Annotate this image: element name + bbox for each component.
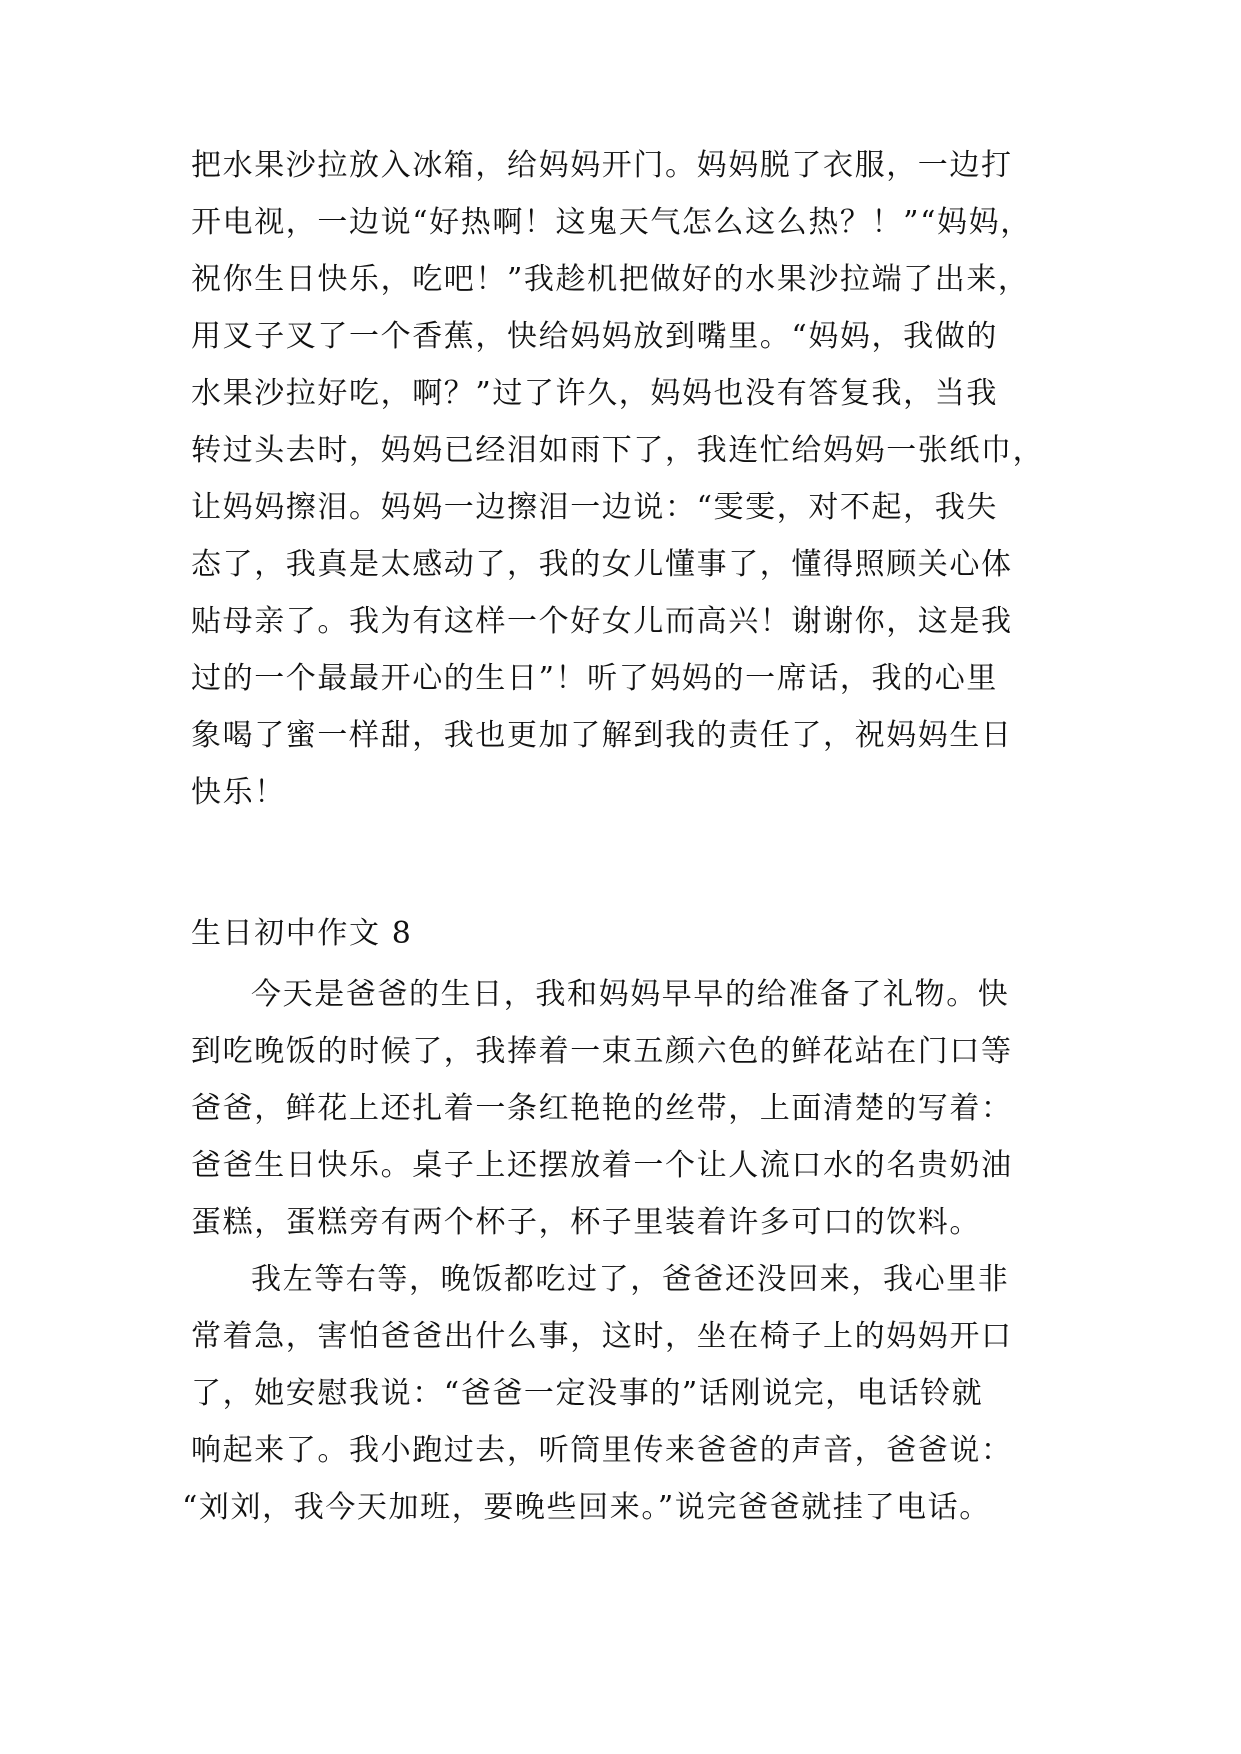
body-text-line: 祝你生日快乐，吃吧！”我趁机把做好的水果沙拉端了出来， — [191, 262, 1030, 297]
body-text-line: 把水果沙拉放入冰箱，给妈妈开门。妈妈脱了衣服，一边打 — [191, 148, 1013, 183]
body-text-line: 到吃晚饭的时候了，我捧着一束五颜六色的鲜花站在门口等 — [191, 1034, 1013, 1069]
body-text-line: 了，她安慰我说：“爸爸一定没事的”话刚说完，电话铃就 — [191, 1376, 984, 1411]
body-text-line: 响起来了。我小跑过去，听筒里传来爸爸的声音，爸爸说： — [191, 1433, 1013, 1468]
section-title: 生日初中作文 8 — [191, 916, 413, 951]
body-text-line: 水果沙拉好吃，啊？”过了许久，妈妈也没有答复我，当我 — [191, 376, 998, 411]
body-text-line: 爸爸，鲜花上还扎着一条红艳艳的丝带，上面清楚的写着： — [191, 1091, 1013, 1126]
body-text-line: 我左等右等，晚饭都吃过了，爸爸还没回来，我心里非 — [251, 1262, 1010, 1297]
body-text-line: 让妈妈擦泪。妈妈一边擦泪一边说：“雯雯，对不起，我失 — [191, 490, 998, 525]
body-text-line: 过的一个最最开心的生日”！听了妈妈的一席话，我的心里 — [191, 661, 998, 696]
body-text-line: 象喝了蜜一样甜，我也更加了解到我的责任了，祝妈妈生日 — [191, 718, 1013, 753]
body-text-line: 蛋糕，蛋糕旁有两个杯子，杯子里装着许多可口的饮料。 — [191, 1205, 981, 1240]
body-text-line: 快乐！ — [191, 775, 286, 810]
body-text-line: “刘刘，我今天加班，要晚些回来。”说完爸爸就挂了电话。 — [182, 1490, 991, 1525]
body-text-line: 转过头去时，妈妈已经泪如雨下了，我连忙给妈妈一张纸巾， — [191, 433, 1045, 468]
body-text-line: 开电视，一边说“好热啊！这鬼天气怎么这么热？！”“妈妈， — [191, 205, 1032, 240]
body-text-line: 常着急，害怕爸爸出什么事，这时，坐在椅子上的妈妈开口 — [191, 1319, 1013, 1354]
body-text-line: 今天是爸爸的生日，我和妈妈早早的给准备了礼物。快 — [251, 977, 1010, 1012]
body-text-line: 爸爸生日快乐。桌子上还摆放着一个让人流口水的名贵奶油 — [191, 1148, 1013, 1183]
body-text-line: 贴母亲了。我为有这样一个好女儿而高兴！谢谢你，这是我 — [191, 604, 1013, 639]
body-text-line: 用叉子叉了一个香蕉，快给妈妈放到嘴里。“妈妈，我做的 — [191, 319, 998, 354]
body-text-line: 态了，我真是太感动了，我的女儿懂事了，懂得照顾关心体 — [191, 547, 1013, 582]
